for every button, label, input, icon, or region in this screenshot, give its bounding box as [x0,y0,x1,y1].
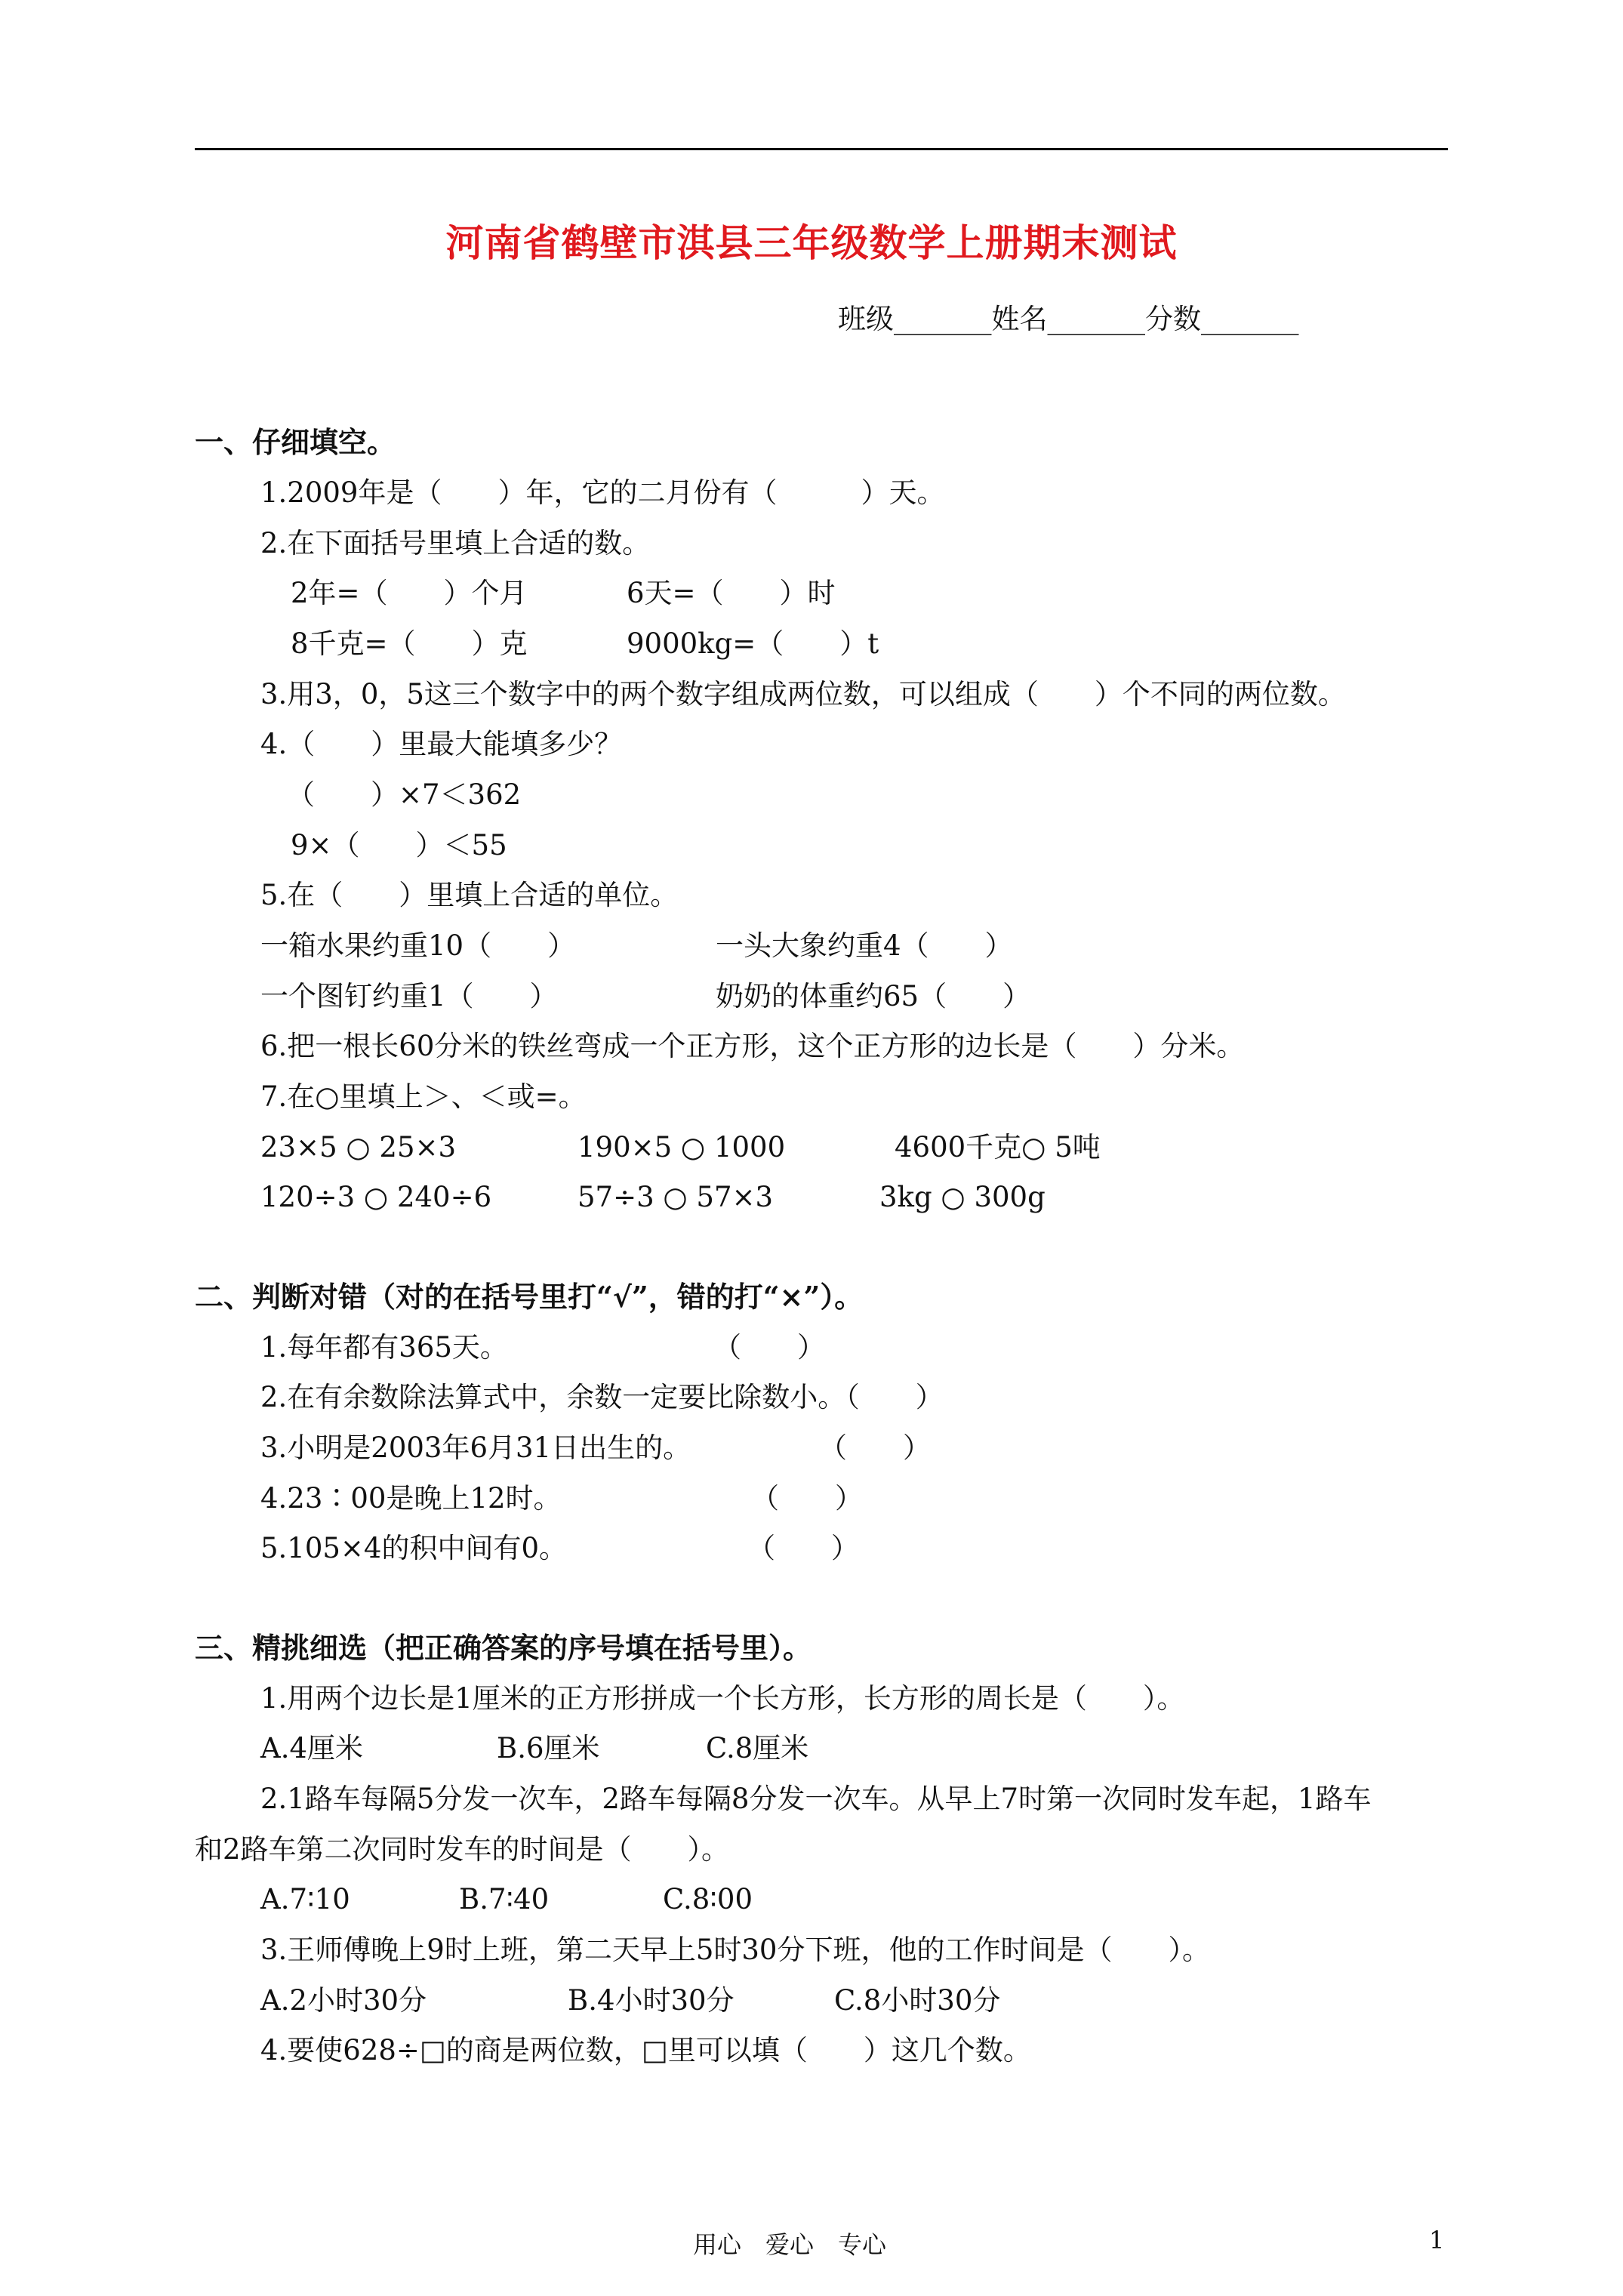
section-1-heading: 一、仔细填空。 [195,425,396,459]
s1-q4: 4.（ ）里最大能填多少？ [260,728,623,760]
s3-q2-line2: 和2路车第二次同时发车的时间是（ ）。 [195,1833,730,1866]
student-info-line: 班级_______姓名_______分数_______ [838,303,1299,335]
s3-q3-a: A.2小时30分 [260,1984,427,2017]
s3-q3-c: C.8小时30分 [834,1984,1001,2017]
s1-q2: 2.在下面括号里填上合适的数。 [260,527,651,559]
s3-q2-b: B.7∶40 [459,1883,550,1915]
s1-q5: 5.在（ ）里填上合适的单位。 [260,879,679,911]
s1-q7-c: 4600千克○ 5吨 [895,1131,1101,1163]
s1-q2-c: 8千克=（ ）克 [291,627,528,660]
s2-q3-paren: （ ） [819,1432,931,1464]
s3-q2-a: A.7∶10 [260,1883,350,1915]
s1-q7-b: 190×5 ○ 1000 [577,1131,786,1163]
s1-q6: 6.把一根长60分米的铁丝弯成一个正方形，这个正方形的边长是（ ）分米。 [260,1030,1245,1062]
s2-q1: 1.每年都有365天。 [260,1331,508,1364]
page-title: 河南省鹤壁市淇县三年级数学上册期末测试 [445,220,1178,265]
s2-q5-paren: （ ） [747,1532,859,1564]
s3-q4: 4.要使628÷□的商是两位数，□里可以填（ ）这几个数。 [260,2034,1031,2066]
s1-q4-b: 9×（ ）＜55 [291,829,507,861]
s1-q5-d: 奶奶的体重约65（ ） [716,980,1031,1012]
s1-q2-d: 9000kg=（ ）t [627,627,879,660]
s1-q1: 1.2009年是（ ）年，它的二月份有（ ）天。 [260,476,945,509]
s1-q7: 7.在○里填上＞、＜或=。 [260,1080,587,1113]
s1-q7-a: 23×5 ○ 25×3 [260,1131,457,1163]
s2-q1-paren: （ ） [713,1331,825,1364]
footer-motto: 用心 爱心 专心 [693,2230,887,2259]
s1-q5-a: 一箱水果约重10（ ） [260,929,576,962]
s3-q2-line1: 2.1路车每隔5分发一次车，2路车每隔8分发一次车。从早上7时第一次同时发车起，1路车 [260,1783,1372,1815]
s2-q3: 3.小明是2003年6月31日出生的。 [260,1432,691,1464]
s3-q1-b: B.6厘米 [497,1732,600,1764]
section-2-heading: 二、判断对错（对的在括号里打“√”，错的打“×”）。 [195,1280,864,1314]
s1-q5-c: 一个图钉约重1（ ） [260,980,558,1012]
header-rule [195,148,1448,150]
page-number: 1 [1429,2226,1445,2254]
s1-q5-b: 一头大象约重4（ ） [716,929,1013,962]
s3-q2-c: C.8∶00 [663,1883,753,1915]
s1-q2-a: 2年=（ ）个月 [291,577,528,609]
s1-q7-e: 57÷3 ○ 57×3 [577,1181,774,1213]
s1-q4-a: （ ）×7＜362 [287,778,522,811]
s3-q1-c: C.8厘米 [706,1732,809,1764]
s2-q4-paren: （ ） [751,1482,863,1515]
s2-q5: 5.105×4的积中间有0。 [260,1532,568,1564]
s2-q4: 4.23∶00是晚上12时。 [260,1482,562,1515]
s3-q3: 3.王师傅晚上9时上班，第二天早上5时30分下班，他的工作时间是（ ）。 [260,1934,1210,1966]
s2-q2: 2.在有余数除法算式中，余数一定要比除数小。（ ） [260,1381,944,1413]
s1-q2-b: 6天=（ ）时 [627,577,836,609]
s3-q3-b: B.4小时30分 [568,1984,735,2017]
s3-q1-a: A.4厘米 [260,1732,364,1764]
s1-q7-d: 120÷3 ○ 240÷6 [260,1181,492,1213]
s3-q1: 1.用两个边长是1厘米的正方形拼成一个长方形，长方形的周长是（ ）。 [260,1682,1185,1715]
s1-q3: 3.用3，0，5这三个数字中的两个数字组成两位数，可以组成（ ）个不同的两位数。 [260,678,1346,710]
section-3-heading: 三、精挑细选（把正确答案的序号填在括号里）。 [195,1631,812,1665]
s1-q7-f: 3kg ○ 300g [879,1181,1046,1213]
